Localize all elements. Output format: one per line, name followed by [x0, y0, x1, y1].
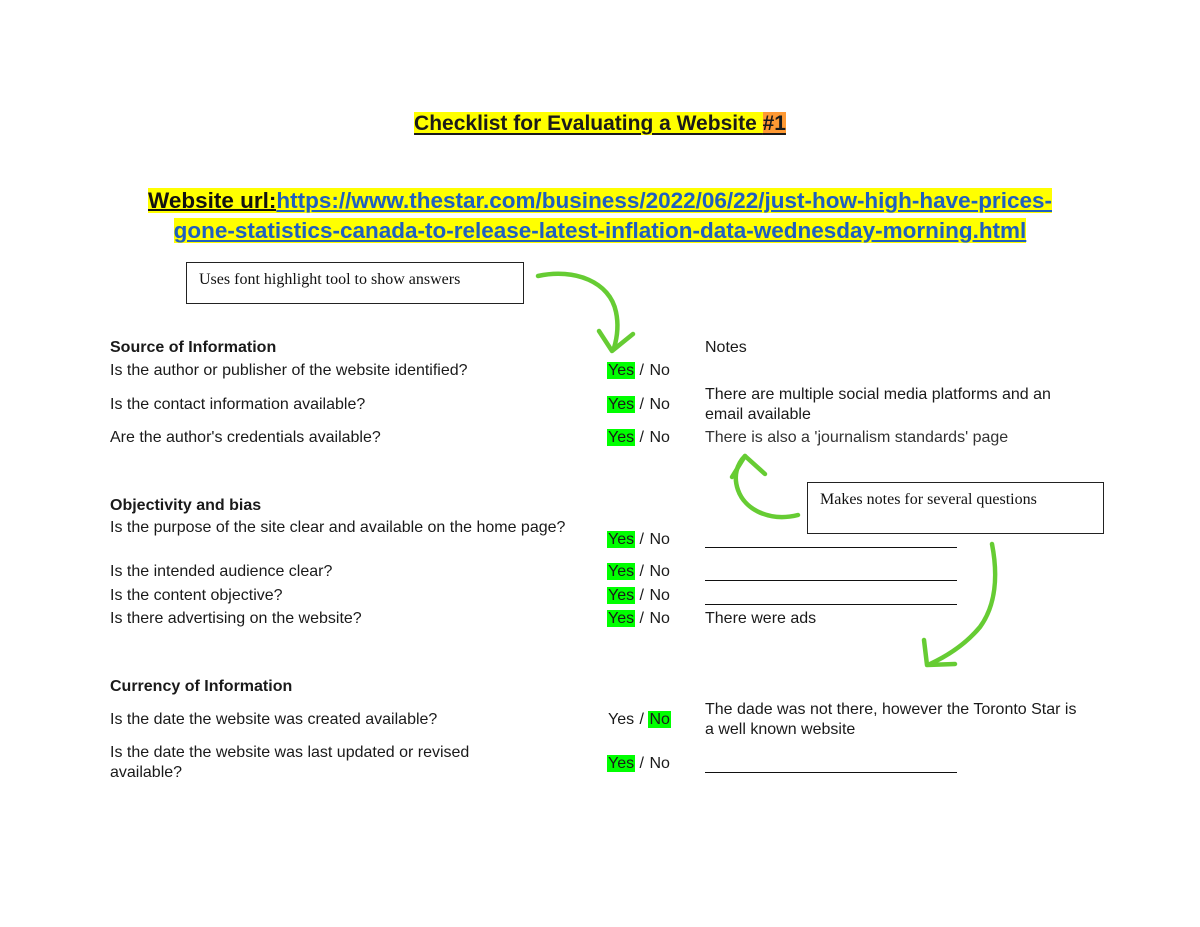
answer-yes-no — [607, 562, 671, 582]
answer-yes-option[interactable]: Yes — [608, 587, 635, 604]
question-text: Is the date the website was created available? — [110, 711, 438, 728]
website-url-label: Website url: — [148, 188, 277, 213]
answer-yes-option[interactable]: Yes — [608, 429, 635, 446]
answer-separator: / — [635, 362, 649, 379]
answer-yes-no — [607, 361, 671, 381]
question-text: Are the author's credentials available? — [110, 429, 381, 446]
answer-no-option[interactable]: No — [649, 711, 670, 728]
answer-separator: / — [635, 396, 649, 413]
note-blank-line[interactable] — [705, 580, 957, 581]
note-text: The dade was not there, however the Toronto Star is a well known website — [705, 701, 1077, 738]
answer-separator: / — [635, 587, 649, 604]
arrow-to-notes-icon — [736, 456, 798, 517]
title-number: #1 — [762, 112, 786, 135]
answer-separator: / — [635, 711, 649, 728]
arrowhead-currency-icon — [924, 640, 955, 665]
answer-no-option[interactable]: No — [649, 531, 670, 548]
section-heading-currency: Currency of Information — [110, 678, 293, 695]
answer-yes-option[interactable]: Yes — [608, 563, 635, 580]
answer-yes-no — [607, 754, 671, 774]
website-url-link-line1[interactable]: https://www.thestar.com/business/2022/06/22/just-how-high-have-prices- — [276, 188, 1052, 213]
section-heading-objectivity: Objectivity and bias — [110, 497, 262, 514]
answer-no-option[interactable]: No — [649, 610, 670, 627]
answer-yes-no — [607, 530, 671, 550]
question-text: Is the date the website was last updated or revised available? — [110, 744, 470, 781]
website-url-block — [60, 186, 1140, 246]
section-heading-source: Source of Information — [110, 339, 277, 356]
question-text: Is the purpose of the site clear and available on the home page? — [110, 519, 566, 536]
answer-yes-no — [607, 586, 671, 606]
title-text: Checklist for Evaluating a Website — [414, 112, 763, 135]
answer-yes-option[interactable]: Yes — [608, 711, 635, 728]
answer-no-option[interactable]: No — [649, 396, 670, 413]
answer-yes-option[interactable]: Yes — [608, 610, 635, 627]
question-text: Is there advertising on the website? — [110, 610, 362, 627]
answer-separator: / — [635, 610, 649, 627]
website-url-link-line2[interactable]: gone-statistics-canada-to-release-latest-inflation-data-wednesday-morning.html — [173, 218, 1027, 243]
notes-header: Notes — [705, 339, 747, 356]
answer-separator: / — [635, 563, 649, 580]
note-text: There is also a 'journalism standards' page — [705, 429, 1009, 446]
answer-no-option[interactable]: No — [649, 362, 670, 379]
answer-yes-no — [607, 428, 671, 448]
note-text: There were ads — [705, 610, 817, 627]
arrowhead-notes-icon — [732, 456, 765, 477]
question-text: Is the content objective? — [110, 587, 283, 604]
page-title — [0, 111, 1200, 137]
note-blank-line[interactable] — [705, 772, 957, 773]
note-blank-line[interactable] — [705, 604, 957, 605]
answer-yes-no — [607, 710, 671, 730]
answer-separator: / — [635, 429, 649, 446]
question-text: Is the author or publisher of the website identified? — [110, 362, 468, 379]
answer-no-option[interactable]: No — [649, 587, 670, 604]
question-text: Is the contact information available? — [110, 396, 366, 413]
callout-notes-questions: Makes notes for several questions — [807, 482, 1104, 534]
answer-yes-no — [607, 395, 671, 415]
arrowhead-answers-icon — [599, 331, 633, 351]
answer-no-option[interactable]: No — [649, 755, 670, 772]
answer-separator: / — [635, 531, 649, 548]
answer-no-option[interactable]: No — [649, 563, 670, 580]
answer-yes-option[interactable]: Yes — [608, 396, 635, 413]
answer-yes-option[interactable]: Yes — [608, 755, 635, 772]
question-text: Is the intended audience clear? — [110, 563, 333, 580]
answer-no-option[interactable]: No — [649, 429, 670, 446]
answer-yes-option[interactable]: Yes — [608, 362, 635, 379]
arrow-to-answers-icon — [538, 274, 617, 348]
answer-yes-option[interactable]: Yes — [608, 531, 635, 548]
answer-yes-no — [607, 609, 671, 629]
note-blank-line[interactable] — [705, 547, 957, 548]
note-text: There are multiple social media platforms and an email available — [705, 386, 1051, 423]
callout-highlight-tool: Uses font highlight tool to show answers — [186, 262, 524, 304]
answer-separator: / — [635, 755, 649, 772]
